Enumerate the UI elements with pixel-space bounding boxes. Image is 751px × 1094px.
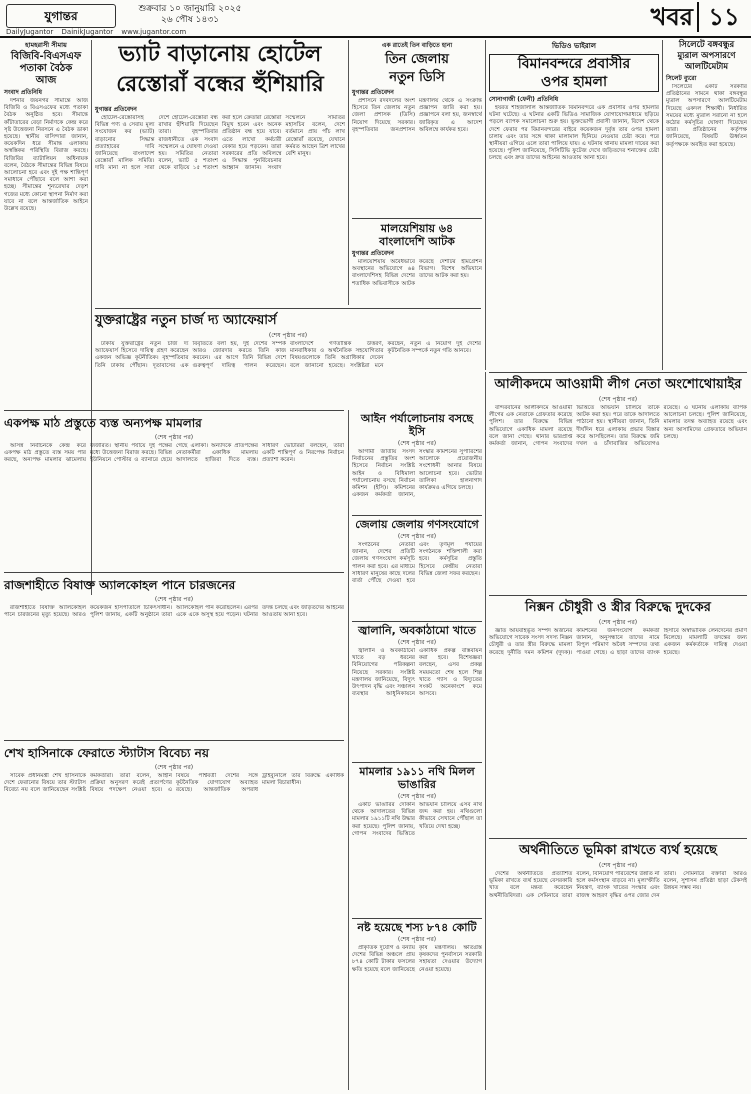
- continued-label: (শেষ পৃষ্ঠার পর): [397, 936, 437, 943]
- story-body: [352, 259, 482, 301]
- story-body: [4, 443, 344, 563]
- story-rule: [489, 372, 747, 373]
- story-rule: [4, 410, 344, 411]
- story-body: [95, 341, 481, 407]
- story-ec-law: [352, 412, 482, 512]
- story-rule: [95, 308, 481, 309]
- column-rule: [662, 40, 663, 370]
- story-kicker: হামহরাসী সীমায়: [25, 41, 67, 49]
- story-rule: [352, 515, 482, 516]
- story-byline: সিলেট ব্যুরো: [666, 75, 697, 82]
- story-body: [352, 802, 482, 922]
- story-byline: যুগান্তর প্রতিবেদন: [95, 106, 137, 113]
- story-rule: [352, 918, 482, 919]
- story-body: [489, 105, 659, 375]
- story-byline: সংবাদ প্রতিনিধি: [4, 89, 42, 96]
- story-byline: সোনাগাজী (ফেনী) প্রতিনিধি: [489, 96, 559, 103]
- story-body: [489, 871, 747, 1089]
- story-airport-attack: [489, 40, 659, 370]
- story-paragraph: দেশের অর্থনীতিতে প্রত্যাশিত ভূমিকা রাখতে ব্যর্থ হয়েছে বেসরকারি খাত বলে মন্তব্য করেছেন অর্থনীতিবিদরা। এক সেমিনারে তারা বলেন, বিনিয়োগ পরিবেশের উন্নতি না হলে কর্মসংস্থান বাড়বে না। মূল্যস্ফীতি নিয়ন্ত্রণ, ব্যাংক খাতের সংস্কার এবং রাজস্ব আহরণ বৃদ্ধির ওপর জোর দেন তারা। সেমিনারে বক্তারা আরও বলেন, সুশাসন প্রতিষ্ঠা ছাড়া টেকসই উন্নয়ন সম্ভব নয়।: [489, 871, 747, 899]
- date-gregorian: শুক্রবার ১০ জানুয়ারি ২০২৫: [138, 4, 242, 14]
- story-body: [352, 98, 482, 213]
- continued-label: (শেষ পৃষ্ঠার পর): [598, 396, 638, 403]
- story-body: [489, 405, 747, 590]
- continued-label: (শেষ পৃষ্ঠার পর): [397, 533, 437, 540]
- story-malaysia: [352, 222, 482, 302]
- website-link[interactable]: www.jugantor.com: [121, 28, 187, 36]
- continued-label: (শেষ পৃষ্ঠার পর): [397, 793, 437, 800]
- continued-label: (শেষ পৃষ্ঠার পর): [598, 862, 638, 869]
- story-headline: নিক্সন চৌধুরী ও স্ত্রীর বিরুদ্ধে দুদকের: [525, 600, 711, 615]
- story-paragraph: প্রাকৃতিক দুর্যোগ ও বন্যায় দেশের বিভিন্ন অঞ্চলে প্রায় ৮৭৪ কোটি টাকার ফসলের ক্ষতি হয়েছে বলে জানিয়েছে কৃষি মন্ত্রণালয়। ক্ষতিগ্রস্ত কৃষকদের পুনর্বাসনে সরকারি সহায়তা দেওয়ার উদ্যোগ নেওয়া হয়েছে।: [352, 945, 482, 973]
- story-kicker: ভিডিও ভাইরাল: [552, 42, 596, 50]
- story-us-charge: [95, 312, 481, 407]
- story-byline: যুগান্তর প্রতিবেদন: [352, 250, 394, 257]
- lead-headline: রেস্তোরাঁ বন্ধের হুঁশিয়ারি: [116, 72, 324, 97]
- story-headline: সিলেটে বঙ্গবন্ধুর: [678, 40, 735, 50]
- story-rule: [489, 838, 747, 839]
- story-mural: [666, 40, 747, 370]
- headline-box: [489, 54, 659, 92]
- masthead: [0, 0, 751, 38]
- story-headline: আলীকদমে আওয়ামী লীগ নেতা অংশোথোয়াইর: [494, 377, 742, 392]
- story-paragraph: ঢাকায় যুক্তরাষ্ট্রের নতুন চার্জ দ্য অ্যাফেয়ার্স হিসেবে দায়িত্ব গ্রহণ করেছেন একজন অভিজ্ঞ কূটনীতিক। বৃহস্পতিবার তিনি ঢাকায় পৌঁছান। দূতাবাসের এক বিবৃতিতে বলা হয়, দুই দেশের সম্পর্ক আরও জোরদার করতে তিনি কাজ করবেন। এর আগে তিনি বিভিন্ন দেশে গুরুত্বপূর্ণ দায়িত্ব পালন করেছেন। বাংলাদেশে গণতান্ত্রিক উত্তরণ, মানবাধিকার ও অর্থনৈতিক সহযোগিতার বিষয়গুলোকে তিনি অগ্রাধিকার দেবেন বলে জানানো হয়েছে। সংশ্লিষ্টরা মনে করছেন, নতুন এ নিয়োগ দুই দেশের কূটনৈতিক সম্পর্কে নতুন গতি আনবে।: [95, 341, 481, 369]
- story-three-districts: [352, 40, 482, 215]
- social-handles: [6, 28, 192, 36]
- story-headline: আলটিমেটাম: [684, 62, 729, 72]
- story-paragraph: আসন্ন নির্বাচনকে কেন্দ্র করে একপক্ষ মাঠ প্রস্তুতে ব্যস্ত সময় পার করছে, অন্যপক্ষ মামলার ঝামেলায় জর্জরিত। স্থানীয় পর্যায়ে দুই পক্ষের মধ্যে উত্তেজনা বিরাজ করছে। বিভিন্ন ইউনিয়নে পোস্টার ও ব্যানারে ছেয়ে গেছে এলাকা। অন্যদিকে প্রতিপক্ষের নেতাকর্মীরা একাধিক মামলায় আদালতে হাজিরা দিতে ব্যস্ত। সাধারণ ভোটাররা বলছেন, তারা একটি শান্তিপূর্ণ ও নিরপেক্ষ নির্বাচন প্রত্যাশা করেন।: [4, 443, 344, 464]
- story-headline: আইন পর্যালোচনায় বসছে ইসি: [360, 412, 474, 438]
- page-number: ১১: [697, 2, 749, 32]
- continued-label: (শেষ পৃষ্ঠার পর): [154, 764, 194, 771]
- story-headline: বিজিবি-বিএসএফ: [10, 51, 82, 62]
- story-body: [95, 115, 345, 305]
- story-headline: বিমানবন্দরে প্রবাসীর: [517, 56, 631, 72]
- story-headline: তিন জেলায়: [385, 52, 449, 67]
- story-paragraph: একটি ভাঙারির দোকান থেকে আদালতের বিভিন্ন মামলার ১৯১১টি নথি উদ্ধার করা হয়েছে। পুলিশ জানায়, গোপন সংবাদের ভিত্তিতে অভিযান চালিয়ে এসব নথি জব্দ করা হয়। নথিগুলো কীভাবে সেখানে পৌঁছাল তা খতিয়ে দেখা হচ্ছে।: [352, 802, 482, 837]
- story-headline: রাজশাহীতে বিষাক্ত অ্যালকোহল পানে চারজনের: [4, 578, 236, 592]
- story-rule: [352, 621, 482, 622]
- story-fuel: [352, 624, 482, 759]
- continued-label: (শেষ পৃষ্ঠার পর): [397, 639, 437, 646]
- story-loss-874: [352, 921, 482, 1091]
- story-vat-hotel: [95, 40, 345, 300]
- date-bengali: ২৬ পৌষ ১৪৩১: [160, 15, 220, 25]
- story-paragraph: সিলেটের একটি সরকারি প্রতিষ্ঠানের সামনে থাকা বঙ্গবন্ধুর ম্যুরাল অপসারণে আলটিমেটাম দিয়েছে একদল শিক্ষার্থী। নির্ধারিত সময়ের মধ্যে ম্যুরাল সরানো না হলে কঠোর কর্মসূচির ঘোষণা দিয়েছেন তারা। প্রতিষ্ঠানের কর্তৃপক্ষ জানিয়েছে, বিষয়টি ঊর্ধ্বতন কর্তৃপক্ষকে অবহিত করা হয়েছে।: [666, 84, 747, 148]
- story-paragraph: মালয়েশিয়ায় অবৈধভাবে অবস্থানের অভিযোগে ৬৪ বাংলাদেশিসহ বিভিন্ন দেশের শতাধিক অভিবাসীকে আটক করেছে দেশটির ইমিগ্রেশন বিভাগ। বিশেষ অভিযানে তাদের আটক করা হয়।: [352, 259, 482, 287]
- column-rule: [348, 410, 349, 1090]
- story-paragraph: হোটেল-রেস্তোরাঁসহ বিভিন্ন পণ্য ও সেবায় মূল্য সংযোজন কর (ভ্যাট) বাড়ানোর সিদ্ধান্ত প্রত্যাহারের দাবি জানিয়েছে বাংলাদেশ রেস্তোরাঁ মালিক সমিতি। দাবি মানা না হলে সারা দেশে হোটেল-রেস্তোরাঁ বন্ধ রাখার হুঁশিয়ারি দিয়েছেন তারা। বৃহস্পতিবার রাজধানীতে এক সংবাদ সম্মেলনে এ ঘোষণা দেওয়া হয়। সমিতির নেতারা বলেন, ভ্যাট ৫ শতাংশ থেকে বাড়িয়ে ১৫ শতাংশ করা হলে ক্রেতারা রেস্তোরাঁ বিমুখ হবেন এবং অনেক প্রতিষ্ঠান বন্ধ হয়ে যাবে। এতে লাখো কর্মচারী বেকার হয়ে পড়বেন। তারা সরকারের প্রতি অবিলম্বে এ সিদ্ধান্ত পুনর্বিবেচনার আহ্বান জানান। সংবাদ সম্মেলনে সমিতির মহাসচিব বলেন, দেশে বর্তমানে প্রায় পাঁচ লাখ রেস্তোরাঁ রয়েছে, যেখানে কর্মরত আছেন ত্রিশ লাখের বেশি মানুষ।: [95, 115, 345, 172]
- story-field-match: [4, 414, 344, 569]
- story-rule: [4, 572, 344, 573]
- story-awami-league: [489, 376, 747, 591]
- column-rule: [348, 40, 349, 305]
- story-paragraph: হযরত শাহজালাল আন্তর্জাতিক বিমানবন্দরে এক প্রবাসীর ওপর হামলার ঘটনা ঘটেছে। এ ঘটনার একটি ভিডিও সামাজিক যোগাযোগমাধ্যমে ছড়িয়ে পড়লে ব্যাপক সমালোচনা শুরু হয়। ভুক্তভোগী প্রবাসী জানান, বিদেশ থেকে দেশে ফেরার পর বিমানবন্দরের বাইরে কয়েকজন দুর্বৃত্ত তার ওপর হামলা চালায় এবং তার সঙ্গে থাকা মালামাল ছিনিয়ে নেওয়ার চেষ্টা করে। পরে স্থানীয়রা এগিয়ে এলে তারা পালিয়ে যায়। এ ঘটনায় থানায় মামলা দায়ের করা হয়েছে। পুলিশ জানিয়েছে, সিসিটিভি ফুটেজ দেখে জড়িতদের শনাক্তের চেষ্টা চলছে এবং দ্রুত তাদের আইনের আওতায় আনা হবে।: [489, 105, 659, 162]
- newspaper-logo: যুগান্তর: [6, 4, 116, 28]
- story-headline: যুক্তরাষ্ট্রের নতুন চার্জ দ্য অ্যাফেয়ার্স: [95, 313, 277, 328]
- story-paragraph: জ্বালানি ও অবকাঠামো খাতে বড় ধরনের বিনিয়োগের পরিকল্পনা নিয়েছে সরকার। সংশ্লিষ্ট মন্ত্রণালয় জানিয়েছে, বিদ্যুৎ উৎপাদন বৃদ্ধি এবং সঞ্চালন ব্যবস্থার আধুনিকায়নে একাধিক প্রকল্প বাস্তবায়ন করা হবে। বিশেষজ্ঞরা বলছেন, এসব প্রকল্প সময়মতো শেষ হলে শিল্প খাতে গ্যাস ও বিদ্যুতের সংকট অনেকাংশে কমে আসবে।: [352, 648, 482, 698]
- story-headline: নষ্ট হয়েছে শস্য ৮৭৪ কোটি: [357, 921, 477, 934]
- story-rule: [352, 762, 482, 763]
- story-paragraph: সাবেক প্রধানমন্ত্রী শেখ হাসিনাকে দেশে ফেরানোর বিষয়ে তার স্ট্যাটাস বিবেচ্য নয় বলে জানিয়েছেন সংশ্লিষ্ট কর্মকর্তারা। তারা বলেন, আইনি প্রক্রিয়া অনুসরণ করেই প্রত্যর্পণের বিষয়ে পদক্ষেপ নেওয়া হবে। এ বিষয়ে পার্শ্ববর্তী দেশের সঙ্গে কূটনৈতিক যোগাযোগ অব্যাহত রয়েছে। আন্তর্জাতিক অপরাধ ট্রাইব্যুনালে তার বিরুদ্ধে একাধিক মামলা বিচারাধীন।: [4, 773, 344, 794]
- story-paragraph: প্রশাসনে রদবদলের অংশ হিসেবে তিন জেলায় নতুন জেলা প্রশাসক (ডিসি) নিয়োগ দিয়েছে সরকার। বৃহস্পতিবার জনপ্রশাসন মন্ত্রণালয় থেকে এ সংক্রান্ত প্রজ্ঞাপন জারি করা হয়। প্রজ্ঞাপনে বলা হয়, জনস্বার্থে জারিকৃত এ আদেশ অবিলম্বে কার্যকর হবে।: [352, 98, 482, 133]
- story-headline: আজ: [35, 75, 57, 86]
- story-headline: মালয়েশিয়ায় ৬৪: [380, 222, 454, 235]
- continued-label: (শেষ পৃষ্ঠার পর): [154, 596, 194, 603]
- story-byline: যুগান্তর প্রতিবেদন: [352, 89, 394, 96]
- continued-label: (শেষ পৃষ্ঠার পর): [268, 332, 308, 339]
- story-headline: ওপর হামলা: [540, 74, 608, 90]
- story-case-1911: [352, 765, 482, 915]
- story-body: [352, 945, 482, 1085]
- dateline: [110, 4, 270, 26]
- column-rule: [485, 40, 486, 370]
- story-mass-contact: [352, 518, 482, 618]
- story-body: [4, 605, 344, 730]
- story-headline: একপক্ষ মাঠ প্রস্তুতে ব্যস্ত অন্যপক্ষ মামলার: [4, 416, 202, 430]
- column-rule: [485, 372, 486, 1090]
- story-rule: [4, 740, 344, 741]
- story-headline: পতাকা বৈঠক: [19, 63, 73, 74]
- story-headline: জ্বালানি, অবকাঠামো খাতে: [358, 624, 476, 637]
- story-headline: জেলায় জেলায় গণসংযোগে: [355, 518, 479, 531]
- story-paragraph: সংগঠনের নেতারা জানান, দেশের প্রতিটি জেলায় গণসংযোগ কর্মসূচি পালন করা হবে। এর মাধ্যমে সাধারণ মানুষের কাছে দলের বার্তা পৌঁছে দেওয়া হবে এবং তৃণমূল পর্যায়ের সংগঠনকে শক্তিশালী করা হবে। কর্মসূচির প্রস্তুতি হিসেবে কেন্দ্রীয় নেতারা বিভিন্ন জেলা সফর করছেন।: [352, 542, 482, 585]
- story-sheikh-hasina: [4, 744, 344, 1090]
- story-paragraph: আগামী জাতীয় সংসদ নির্বাচনের প্রস্তুতির অংশ হিসেবে নির্বাচন সংশ্লিষ্ট আইন ও বিধিমালা পর্যালোচনায় বসছে নির্বাচন কমিশন (ইসি)। কমিশনের একজন কর্মকর্তা জানান, সংস্কার কমিশনের সুপারিশের আলোকে প্রয়োজনীয় সংশোধনী আনার বিষয়ে আলোচনা হবে। ভোটার তালিকা হালনাগাদ কার্যক্রমও এগিয়ে চলছে।: [352, 449, 482, 499]
- story-paragraph: বান্দরবানের আলীকদমে আওয়ামী লীগের এক নেতাকে গ্রেফতার করেছে পুলিশ। তার বিরুদ্ধে বিভিন্ন অভিযোগে একাধিক মামলা রয়েছে বলে জানা গেছে। থানার ভারপ্রাপ্ত কর্মকর্তা জানান, গোপন সংবাদের ভিত্তিতে অভিযান চালিয়ে তাকে আটক করা হয়। পরে তাকে আদালতে পাঠানো হয়। স্থানীয়রা জানান, তিনি দীর্ঘদিন ধরে এলাকায় প্রভাব বিস্তার করে আসছিলেন। তার বিরুদ্ধে জমি দখল ও চাঁদাবাজির অভিযোগও রয়েছে। এ ঘটনায় এলাকায় ব্যাপক আলোচনা চলছে। পুলিশ জানিয়েছে, মামলার তদন্ত অব্যাহত রয়েছে এবং অন্য আসামিদের গ্রেফতারে অভিযান চলছে।: [489, 405, 747, 448]
- story-body: [352, 648, 482, 756]
- story-kicker: এক রাতেই তিন বাড়িতে হানা: [381, 42, 453, 49]
- story-headline: নতুন ডিসি: [389, 70, 445, 85]
- lead-headline: ভ্যাট বাড়ানোয় হোটেল: [118, 42, 322, 67]
- story-body: [666, 84, 747, 369]
- story-body: [4, 773, 344, 1083]
- story-rajshahi-alcohol: [4, 576, 344, 736]
- continued-label: (শেষ পৃষ্ঠার পর): [397, 440, 437, 447]
- story-body: [352, 449, 482, 521]
- story-paragraph: দর্শনার জয়নগর সীমান্তে আজ বিজিবি ও বিএসএফের মধ্যে পতাকা বৈঠক অনুষ্ঠিত হবে। সীমান্তে কাঁটাতারের বেড়া নির্মাণকে কেন্দ্র করে সৃষ্ট উত্তেজনা নিরসনে এ বৈঠক ডাকা হয়েছে। স্থানীয় বাসিন্দারা জানান, কয়েকদিন ধরে সীমান্ত এলাকায় অস্বস্তিকর পরিস্থিতি বিরাজ করছে। বিজিবির ব্যাটালিয়ন অধিনায়ক বলেন, বৈঠকে সীমান্তের বিভিন্ন বিষয়ে আলোচনা হবে এবং দুই পক্ষ শান্তিপূর্ণ সমাধানে পৌঁছাবে বলে আশা করা হচ্ছে। সীমান্তের শূন্যরেখার দেড়শ গজের মধ্যে কোনো স্থাপনা নির্মাণ করা যাবে না বলে আন্তর্জাতিক আইনে উল্লেখ রয়েছে।: [4, 98, 88, 213]
- story-headline: ম্যুরাল অপসারণে: [677, 51, 736, 61]
- story-economy: [489, 842, 747, 1090]
- story-body: [352, 542, 482, 614]
- story-headline: শেখ হাসিনাকে ফেরাতে স্ট্যাটাস বিবেচ্য নয়: [4, 746, 209, 760]
- story-body: [489, 628, 747, 833]
- continued-label: (শেষ পৃষ্ঠার পর): [154, 434, 194, 441]
- story-rule: [489, 595, 747, 596]
- story-headline: বাংলাদেশি আটক: [379, 235, 455, 248]
- story-nixon: [489, 599, 747, 834]
- story-rule: [352, 218, 482, 219]
- twitter-handle[interactable]: DainikJugantor: [61, 28, 114, 36]
- story-headline: অর্থনীতিতে ভূমিকা রাখতে ব্যর্থ হয়েছে: [519, 843, 717, 858]
- story-paragraph: জ্ঞাত আয়বহির্ভূত সম্পদ অর্জনের অভিযোগে সাবেক সংসদ সদস্য নিক্সন চৌধুরী ও তার স্ত্রীর বিরুদ্ধে মামলা করেছে দুর্নীতি দমন কমিশন (দুদক)। কমিশনের জনসংযোগ কর্মকর্তা জানান, অনুসন্ধানে তাদের নামে বিপুল পরিমাণ অবৈধ সম্পদের তথ্য পাওয়া গেছে। এ ছাড়া তাদের ব্যাংক হিসাবে অস্বাভাবিক লেনদেনের প্রমাণ মিলেছে। মামলাটি তদন্তের জন্য একজন কর্মকর্তাকে দায়িত্ব দেওয়া হয়েছে।: [489, 628, 747, 656]
- story-headline: মামলার ১৯১১ নথি মিলল ভাঙারির: [359, 765, 475, 791]
- facebook-handle[interactable]: DailyJugantor: [6, 28, 54, 36]
- continued-label: (শেষ পৃষ্ঠার পর): [598, 619, 638, 626]
- section-name: খবর: [650, 3, 693, 31]
- story-paragraph: রাজশাহীতে বিষাক্ত অ্যালকোহল পানে চারজনের মৃত্যু হয়েছে। আরও কয়েকজন হাসপাতালে চিকিৎসাধীন। পুলিশ জানায়, একটি অনুষ্ঠানে তারা অ্যালকোহল পান করেছিলেন। এরপর একে একে অসুস্থ হয়ে পড়েন। ঘটনার তদন্ত চলছে এবং জড়িতদের আইনের আওতায় আনা হবে।: [4, 605, 344, 619]
